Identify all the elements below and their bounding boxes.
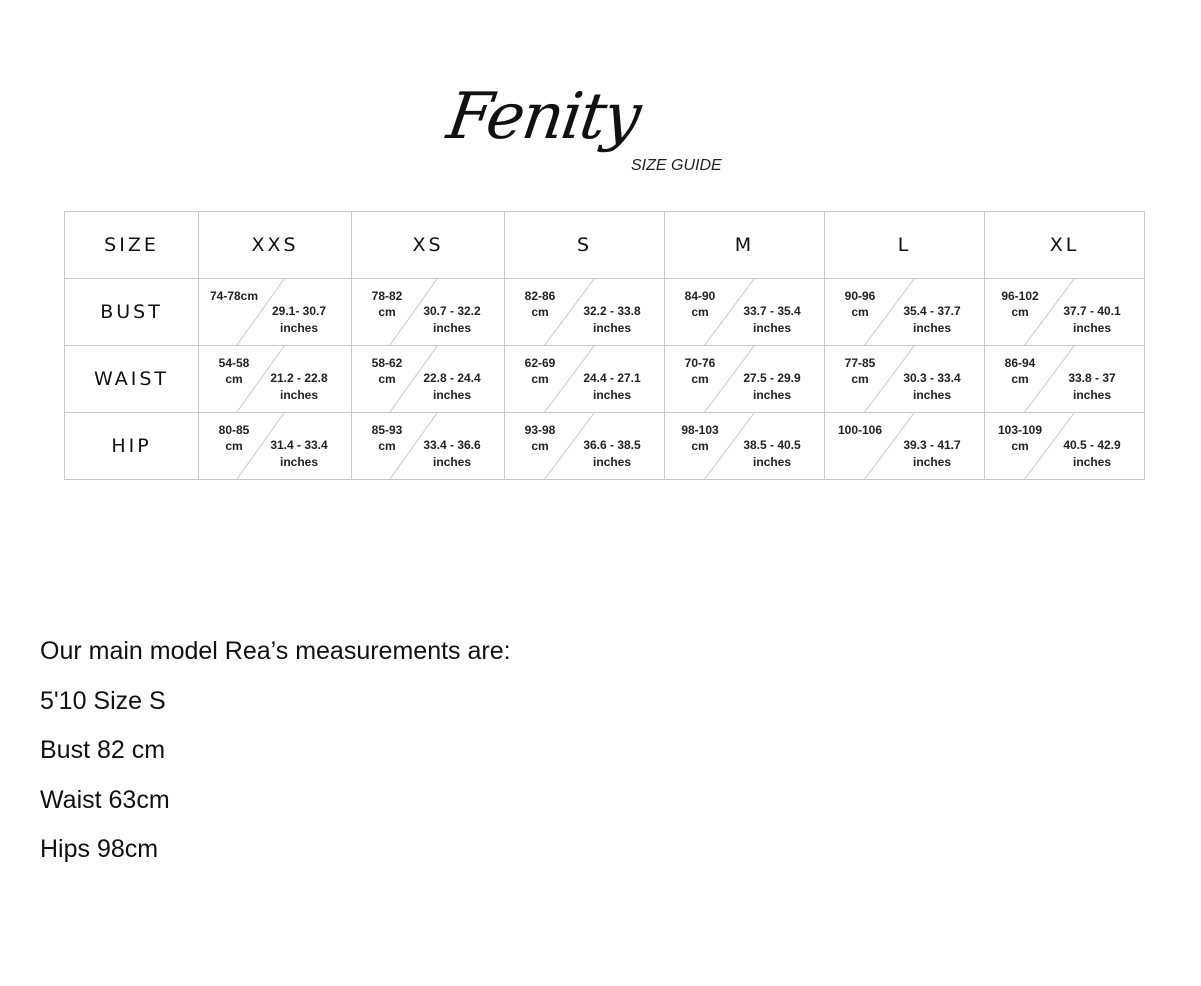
inch-value: 33.4 - 36.6 xyxy=(423,438,481,452)
inch-range xyxy=(890,437,974,471)
measurement-cell xyxy=(825,413,985,480)
cm-range: 82-86 cm xyxy=(524,289,556,319)
inch-range xyxy=(257,303,341,337)
inch-value: 32.2 - 33.8 xyxy=(583,304,641,318)
inch-value: 27.5 - 29.9 xyxy=(743,371,801,385)
inch-value: 39.3 - 41.7 xyxy=(903,438,961,452)
measurement-cell xyxy=(505,346,665,413)
inch-unit: inches xyxy=(432,321,471,335)
cm-range: 84-90 cm xyxy=(684,289,716,319)
model-measurements xyxy=(40,632,511,880)
inch-range xyxy=(890,303,974,337)
measurement-label: HIP xyxy=(65,413,199,480)
measurement-label: BUST xyxy=(65,279,199,346)
size-col-header: XXS xyxy=(199,212,352,279)
inch-value: 29.1- 30.7 xyxy=(271,304,327,318)
inch-value: 33.8 - 37 xyxy=(1068,371,1116,385)
inch-value: 36.6 - 38.5 xyxy=(583,438,641,452)
inch-value: 35.4 - 37.7 xyxy=(903,304,961,318)
inch-range xyxy=(1050,370,1134,404)
inch-range xyxy=(570,370,654,404)
inch-unit: inches xyxy=(1072,321,1111,335)
inch-range xyxy=(730,437,814,471)
measurement-cell xyxy=(665,413,825,480)
inch-range xyxy=(890,370,974,404)
inch-unit: inches xyxy=(752,388,791,402)
measurement-cell xyxy=(199,346,352,413)
cm-range: 93-98 cm xyxy=(524,423,556,453)
measurement-cell xyxy=(199,279,352,346)
cm-range: 90-96 cm xyxy=(844,289,876,319)
inch-unit: inches xyxy=(432,388,471,402)
inch-unit: inches xyxy=(279,388,318,402)
cm-range: 70-76 cm xyxy=(684,356,716,386)
table-row xyxy=(65,279,1145,346)
logo-subtitle: SIZE GUIDE xyxy=(631,157,722,174)
size-col-header: M xyxy=(665,212,825,279)
inch-range xyxy=(1050,303,1134,337)
cm-range: 78-82 cm xyxy=(371,289,403,319)
inch-unit: inches xyxy=(752,321,791,335)
inch-unit: inches xyxy=(912,388,951,402)
inch-range xyxy=(257,437,341,471)
inch-value: 38.5 - 40.5 xyxy=(743,438,801,452)
measurement-cell xyxy=(825,346,985,413)
inch-value: 31.4 - 33.4 xyxy=(270,438,328,452)
cm-range: 77-85 cm xyxy=(844,356,876,386)
inch-unit: inches xyxy=(432,455,471,469)
inch-unit: inches xyxy=(912,455,951,469)
inch-value: 40.5 - 42.9 xyxy=(1063,438,1121,452)
inch-range xyxy=(570,303,654,337)
cm-range: 100-106 xyxy=(837,423,883,437)
measurement-cell xyxy=(352,413,505,480)
inch-range xyxy=(410,303,494,337)
inch-range xyxy=(730,370,814,404)
inch-value: 30.3 - 33.4 xyxy=(903,371,961,385)
inch-value: 30.7 - 32.2 xyxy=(423,304,481,318)
table-header-row xyxy=(65,212,1145,279)
size-header: SIZE xyxy=(65,212,199,279)
cm-range: 98-103 cm xyxy=(681,423,719,453)
cm-range: 86-94 cm xyxy=(1004,356,1036,386)
logo-wordmark: Fenity xyxy=(442,80,644,154)
cm-range: 58-62 cm xyxy=(371,356,403,386)
inch-value: 22.8 - 24.4 xyxy=(423,371,481,385)
measurement-cell xyxy=(665,346,825,413)
inch-unit: inches xyxy=(279,455,318,469)
measurement-label: WAIST xyxy=(65,346,199,413)
inch-unit: inches xyxy=(912,321,951,335)
table-row xyxy=(65,346,1145,413)
inch-range xyxy=(410,437,494,471)
model-waist: Waist 63cm xyxy=(40,785,170,814)
model-hips: Hips 98cm xyxy=(40,835,159,863)
brand-logo xyxy=(440,80,740,200)
inch-unit: inches xyxy=(279,321,318,335)
inch-value: 24.4 - 27.1 xyxy=(583,371,641,385)
model-bust: Bust 82 cm xyxy=(40,736,166,764)
size-col-header: S xyxy=(505,212,665,279)
table-row xyxy=(65,413,1145,480)
measurement-cell xyxy=(505,279,665,346)
inch-range xyxy=(730,303,814,337)
cm-range: 103-109 cm xyxy=(997,423,1043,453)
measurement-cell xyxy=(199,413,352,480)
inch-unit: inches xyxy=(1072,455,1111,469)
measurement-cell xyxy=(985,279,1145,346)
cm-range: 62-69 cm xyxy=(524,356,556,386)
size-chart-table xyxy=(64,211,1145,480)
cm-range: 74-78cm xyxy=(209,289,259,303)
size-col-header: L xyxy=(825,212,985,279)
cm-range: 80-85 cm xyxy=(218,423,250,453)
measurement-cell xyxy=(985,346,1145,413)
inch-value: 37.7 - 40.1 xyxy=(1063,304,1121,318)
cm-range: 54-58 cm xyxy=(218,356,250,386)
inch-unit: inches xyxy=(592,321,631,335)
measurement-cell xyxy=(352,346,505,413)
inch-value: 33.7 - 35.4 xyxy=(743,304,801,318)
measurement-cell xyxy=(352,279,505,346)
inch-range xyxy=(410,370,494,404)
cm-range: 85-93 cm xyxy=(371,423,403,453)
measurement-cell xyxy=(505,413,665,480)
inch-unit: inches xyxy=(592,455,631,469)
size-col-header: XL xyxy=(985,212,1145,279)
inch-value: 21.2 - 22.8 xyxy=(270,371,328,385)
measurement-cell xyxy=(985,413,1145,480)
model-height-size: 5'10 Size S xyxy=(40,686,166,715)
inch-range xyxy=(1050,437,1134,471)
model-intro: Our main model Rea’s measurements are: xyxy=(40,637,511,665)
measurement-cell xyxy=(825,279,985,346)
cm-range: 96-102 cm xyxy=(1001,289,1039,319)
size-col-header: XS xyxy=(352,212,505,279)
inch-range xyxy=(570,437,654,471)
inch-unit: inches xyxy=(1072,388,1111,402)
inch-unit: inches xyxy=(592,388,631,402)
inch-unit: inches xyxy=(752,455,791,469)
measurement-cell xyxy=(665,279,825,346)
inch-range xyxy=(257,370,341,404)
